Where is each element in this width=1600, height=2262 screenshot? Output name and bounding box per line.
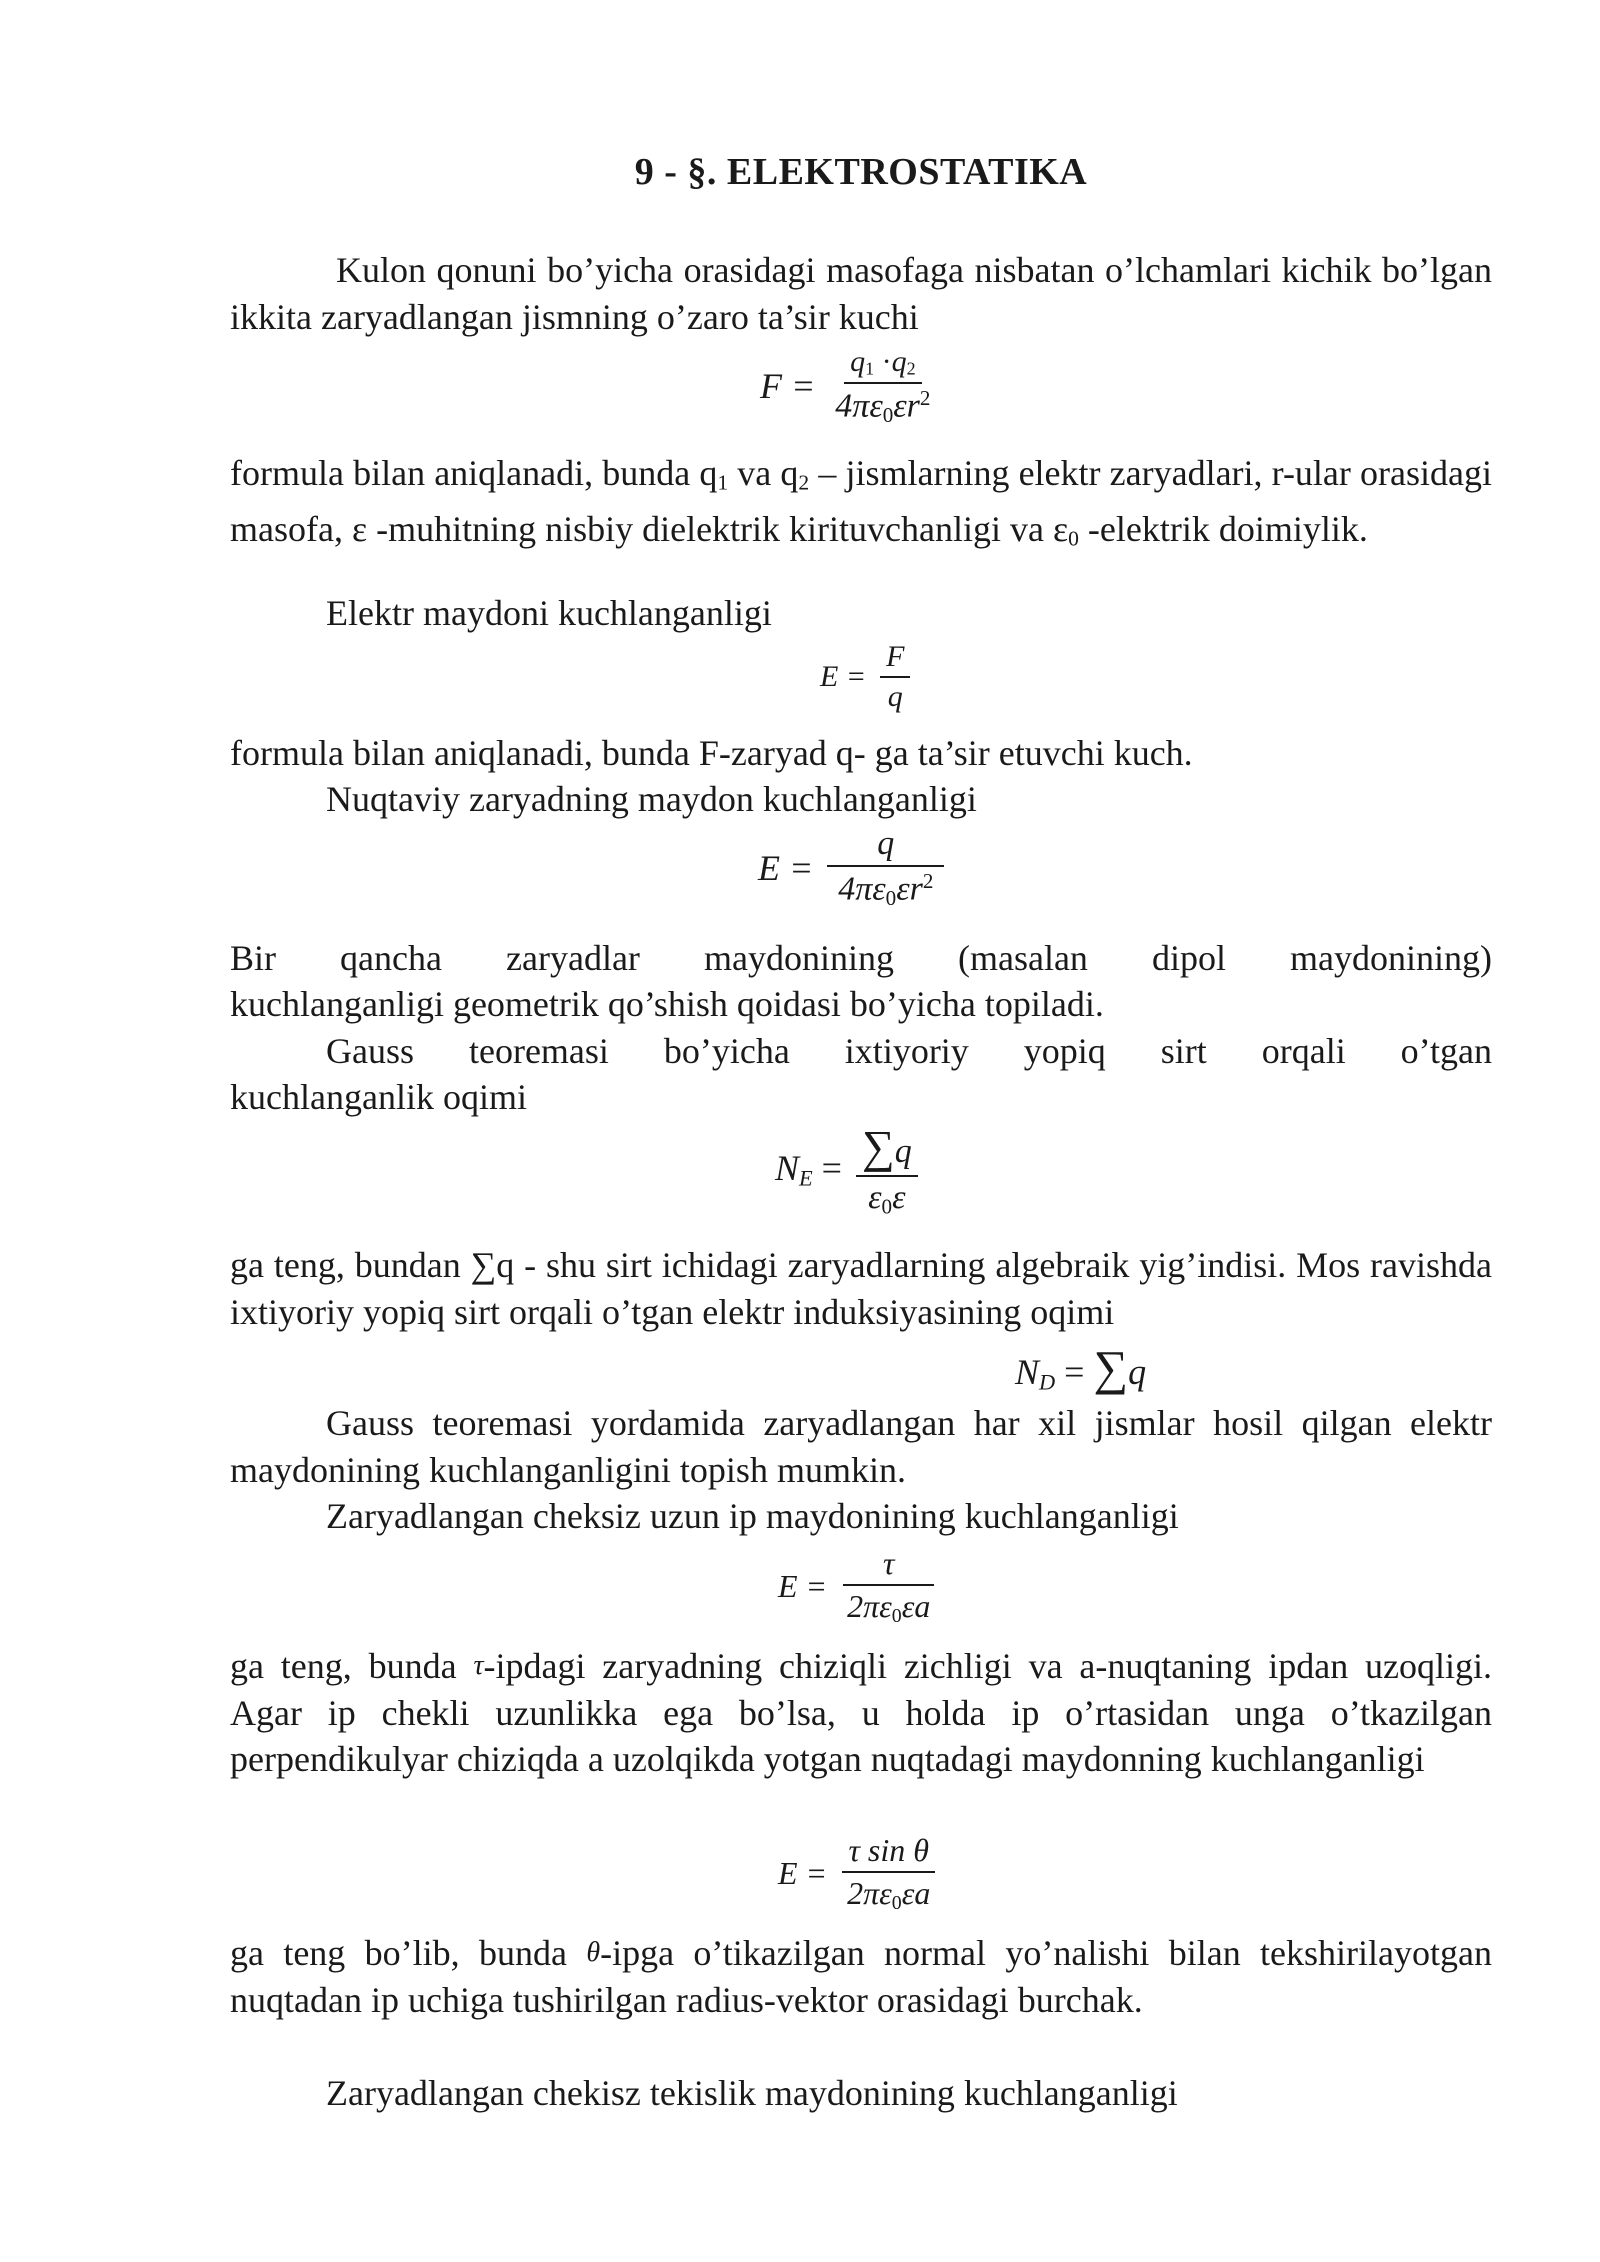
section-title: 9 - §. ELEKTROSTATIKA (634, 151, 1088, 193)
fraction-denominator (832, 867, 939, 911)
den-exponent: 2 (922, 869, 934, 893)
num-subscript: 1 (865, 358, 875, 379)
paragraph-angle-explanation (230, 1930, 1492, 2023)
paragraph-point-charge: Nuqtaviy zaryadning maydon kuchlanganligi (326, 779, 977, 819)
den-symbol: 2πε (847, 1588, 892, 1624)
fraction (841, 1545, 936, 1628)
equals: = (812, 1148, 842, 1189)
subscript: 2 (798, 470, 810, 495)
paragraph-superposition-line1: Bir qancha zaryadlar maydonining (masalan dipol maydonining) (230, 938, 1492, 978)
num-symbol: q (891, 345, 907, 378)
num-symbol: q (850, 345, 866, 378)
text: ga teng, bunda (230, 1646, 474, 1686)
fraction-numerator: q (827, 825, 944, 867)
den-symbol: ε (892, 1179, 906, 1216)
paragraph-field-explanation: formula bilan aniqlanadi, bunda F-zaryad q- ga ta’sir etuvchi kuch. (230, 733, 1193, 773)
paragraph-gauss-line2: kuchlanganlik oqimi (230, 1077, 527, 1117)
den-subscript: 0 (891, 1604, 902, 1627)
fraction (827, 825, 944, 911)
fraction (829, 345, 936, 427)
text: -ipga o’tikazilgan normal yo’nalishi bilan tekshirilayotgan nuqtadan ip uchiga tushirilgan radius-vektor orasidagi burchak. (230, 1933, 1492, 2020)
lhs-subscript: E (799, 1165, 813, 1191)
formula-field-strength (820, 640, 910, 714)
den-subscript: 0 (891, 1891, 902, 1914)
num-symbol: q (894, 1133, 912, 1170)
paragraph-infinite-wire: Zaryadlangan cheksiz uzun ip maydonining kuchlanganligi (326, 1496, 1179, 1536)
den-symbol: 2πε (847, 1875, 892, 1911)
lhs-symbol: N (1015, 1352, 1040, 1392)
rhs-symbol: q (1128, 1352, 1147, 1392)
formula-lhs (1015, 1340, 1146, 1396)
num-dot: · (874, 345, 892, 378)
formula-lhs: E = (820, 660, 867, 693)
den-symbol: εr (896, 870, 923, 908)
fraction (880, 640, 910, 714)
fraction-denominator (841, 1586, 936, 1628)
fraction-denominator (841, 1873, 936, 1915)
paragraph-coulomb: Kulon qonuni bo’yicha orasidagi masofaga nisbatan o’lchamlari kichik bo’lgan ikkita zaryadlangan jismning o’zaro ta’sir kuchi (230, 250, 1492, 337)
text: va q (728, 453, 799, 493)
fraction-denominator (829, 384, 936, 428)
den-exponent: 2 (919, 385, 931, 410)
formula-lhs (775, 1147, 842, 1192)
paragraph-flux-explanation: ga teng, bundan ∑q - shu sirt ichidagi zaryadlarning algebraik yig’indisi. Mos ravishda ixtiyoriy yopiq sirt orqali o’tgan elektr induksiyasining oqimi (230, 1245, 1492, 1332)
den-symbol: ε (868, 1179, 882, 1216)
lhs-subscript: D (1039, 1369, 1056, 1395)
subscript: 1 (717, 470, 729, 495)
formula-lhs: E = (778, 1567, 828, 1604)
fraction-numerator: τ sin θ (842, 1832, 935, 1873)
sum-symbol: ∑ (861, 1121, 895, 1172)
den-symbol: εa (901, 1588, 931, 1624)
den-symbol: εa (901, 1875, 931, 1911)
text: -elektrik doimiylik. (1078, 508, 1368, 549)
text: formula bilan aniqlanadi, bunda q (230, 453, 718, 493)
fraction (841, 1832, 936, 1915)
fraction-numerator: F (880, 640, 910, 678)
fraction-denominator (862, 1177, 911, 1219)
den-symbol: εr (893, 387, 920, 425)
den-symbol: 4πε (835, 387, 883, 425)
paragraph-wire-explanation (230, 1643, 1492, 1783)
fraction-numerator (856, 1120, 918, 1177)
theta-symbol: θ (586, 1937, 601, 1968)
paragraph-coulomb-explanation (230, 450, 1492, 562)
subscript: 0 (1068, 526, 1079, 551)
paragraph-gauss-line1: Gauss teoremasi bo’yicha ixtiyoriy yopiq sirt orqali o’tgan (326, 1031, 1492, 1071)
formula-point-charge (758, 825, 944, 911)
formula-lhs: E = (778, 1854, 828, 1891)
equals: = (1055, 1352, 1085, 1392)
den-subscript: 0 (885, 885, 897, 910)
num-subscript: 2 (906, 358, 916, 379)
text: ga teng bo’lib, bunda (230, 1933, 587, 1973)
text: – jismlarning elektr zaryadlari, r-ular orasidagi masofa, ε -muhitning nisbiy dielektrik kirituvchanligi va ε (230, 453, 1492, 549)
paragraph-infinite-plane: Zaryadlangan chekisz tekislik maydonining kuchlanganligi (326, 2073, 1178, 2113)
formula-coulomb (760, 345, 936, 427)
paragraph-field-strength: Elektr maydoni kuchlanganligi (326, 593, 772, 633)
lhs-symbol: N (775, 1148, 800, 1189)
formula-finite-wire (778, 1832, 936, 1915)
fraction (856, 1120, 918, 1219)
formula-flux-e (775, 1120, 918, 1219)
den-subscript: 0 (881, 1194, 893, 1219)
fraction-numerator: τ (843, 1545, 934, 1586)
den-subscript: 0 (882, 402, 894, 427)
tau-symbol: τ (473, 1650, 484, 1681)
paragraph-superposition-line2: kuchlanganligi geometrik qo’shish qoidasi bo’yicha topiladi. (230, 984, 1104, 1024)
text: -ipdagi zaryadning chiziqli zichligi va a-nuqtaning ipdan uzoqligi. Agar ip chekli uzunlikka ega bo’lsa, u holda ip o’rtasidan unga o’tkazilgan perpendikulyar chiziqda a uzolqikda yotgan nuqtadagi maydonning kuchlanganligi (230, 1646, 1493, 1779)
formula-lhs: F = (760, 366, 816, 407)
formula-lhs: E = (758, 847, 814, 888)
formula-flux-d (1015, 1340, 1146, 1396)
formula-infinite-wire (778, 1545, 936, 1628)
fraction-numerator (844, 345, 922, 384)
paragraph-gauss-application: Gauss teoremasi yordamida zaryadlangan har xil jismlar hosil qilgan elektr maydonining kuchlanganligini topish mumkin. (230, 1403, 1492, 1490)
fraction-denominator: q (887, 680, 903, 713)
sum-symbol: ∑ (1093, 1341, 1129, 1395)
den-symbol: 4πε (838, 870, 886, 908)
